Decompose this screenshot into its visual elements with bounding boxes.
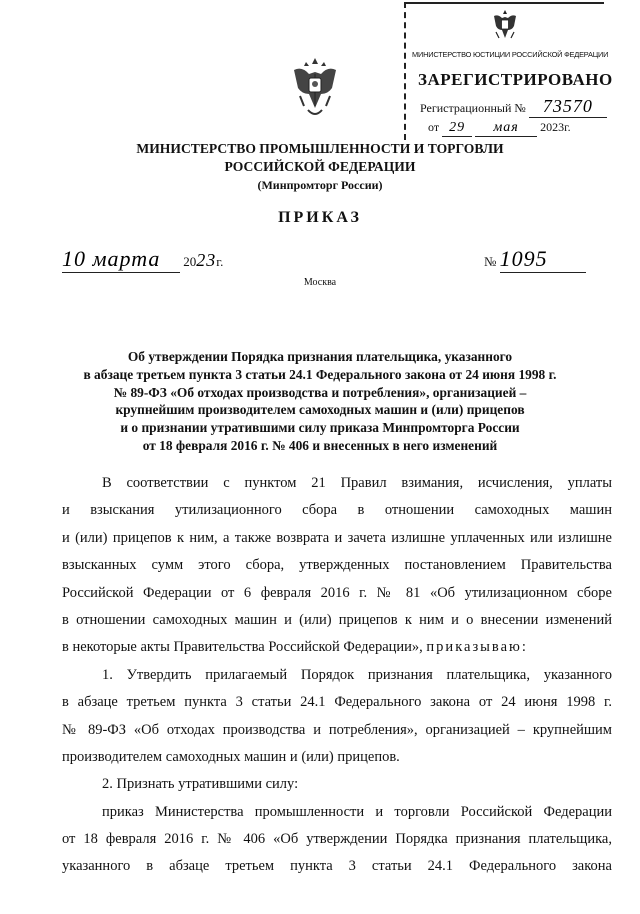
ministry-short-name: (Минпромторг России) (257, 178, 383, 192)
stamp-reg-label: Регистрационный № (420, 101, 526, 115)
stamp-date-day: 29 (449, 120, 466, 135)
heading-line: в абзаце третьем пункта 3 статьи 24.1 Федерального закона от 24 июня 1998 г. (83, 366, 557, 382)
ministry-line-1: МИНИСТЕРСТВО ПРОМЫШЛЕННОСТИ И ТОРГОВЛИ (136, 141, 504, 156)
heading-line: № 89-ФЗ «Об отходах производства и потребления», организацией – (113, 384, 527, 400)
heading-line: крупнейшим производителем самоходных машин и (или) прицепов (115, 402, 525, 418)
stamp-date (428, 120, 571, 137)
order-command: приказываю: (426, 639, 528, 656)
order-number-prefix: № (484, 254, 497, 269)
body-line: приказ Министерства промышленности и торговли Российской Федерации (102, 803, 612, 820)
russian-coat-of-arms-icon (290, 56, 340, 120)
body-line: Российской Федерации от 6 февраля 2016 г. № 81 «Об утилизационном сборе (62, 584, 612, 601)
body-line: 2. Признать утратившими силу: (102, 776, 299, 793)
order-heading (60, 348, 580, 455)
heading-line: от 18 февраля 2016 г. № 406 и внесенных в него изменений (142, 437, 498, 453)
stamp-date-month: мая (493, 120, 519, 135)
order-body (62, 470, 612, 881)
body-line: в отношении самоходных машин и (или) прицепов к ним и о внесении изменений (62, 611, 612, 628)
body-line: № 89-ФЗ «Об отходах производства и потребления», организацией – крупнейшим (62, 721, 612, 738)
order-number (484, 246, 586, 273)
stamp-date-suffix: г. (564, 120, 571, 134)
body-line: В соответствии с пунктом 21 Правил взимания, исчисления, уплаты (102, 475, 612, 491)
body-line: 1. Утвердить прилагаемый Порядок признания плательщика, указанного (102, 666, 612, 683)
city: Москва (303, 277, 337, 288)
order-year-handwritten: 23 (196, 250, 217, 270)
order-title: ПРИКАЗ (278, 209, 362, 226)
order-date-handwritten: 10 марта (62, 246, 161, 271)
stamp-registered-label: ЗАРЕГИСТРИРОВАНО (418, 70, 613, 89)
order-date-suffix: г. (216, 254, 224, 269)
stamp-date-year: 2023 (540, 120, 565, 134)
heading-line: и о признании утратившими силу приказа Минпромторга России (120, 420, 520, 436)
order-number-handwritten: 1095 (499, 246, 548, 271)
stamp-date-prefix: от (428, 120, 440, 134)
body-line: указанного в абзаце третьем пункта 3 статьи 24.1 Федерального закона (62, 858, 612, 875)
order-date (62, 246, 223, 273)
coat-of-arms-icon (490, 8, 520, 44)
body-text: в некоторые акты Правительства Российской Федерации», (62, 639, 423, 656)
body-line: взысканных сумм этого сбора, утвержденных постановлением Правительства (62, 557, 612, 574)
heading-line: Об утверждении Порядка признания плательщика, указанного (127, 349, 513, 364)
body-line (62, 634, 612, 661)
stamp-ministry-name: МИНИСТЕРСТВО ЮСТИЦИИ РОССИЙСКОЙ ФЕДЕРАЦИИ (412, 50, 609, 59)
body-line: производителем самоходных машин и (или) прицепов. (62, 748, 400, 765)
body-line: и (или) прицепов к ним, а также возврата и зачета излишне уплаченных или излишне (62, 529, 612, 546)
ministry-line-2: РОССИЙСКОЙ ФЕДЕРАЦИИ (224, 159, 416, 174)
body-line: и взыскания утилизационного сбора в отношении самоходных машин (62, 502, 612, 519)
body-line: от 18 февраля 2016 г. № 406 «Об утверждении Порядка признания плательщика, (62, 831, 612, 848)
registration-stamp (404, 2, 613, 140)
stamp-reg-number-handwritten: 73570 (542, 96, 593, 116)
ministry-header (100, 140, 540, 194)
body-line: в абзаце третьем пункта 3 статьи 24.1 Федерального закона от 24 июня 1998 г. (62, 694, 612, 711)
order-year-prefix: 20 (183, 254, 197, 269)
stamp-registration-number (420, 96, 607, 118)
